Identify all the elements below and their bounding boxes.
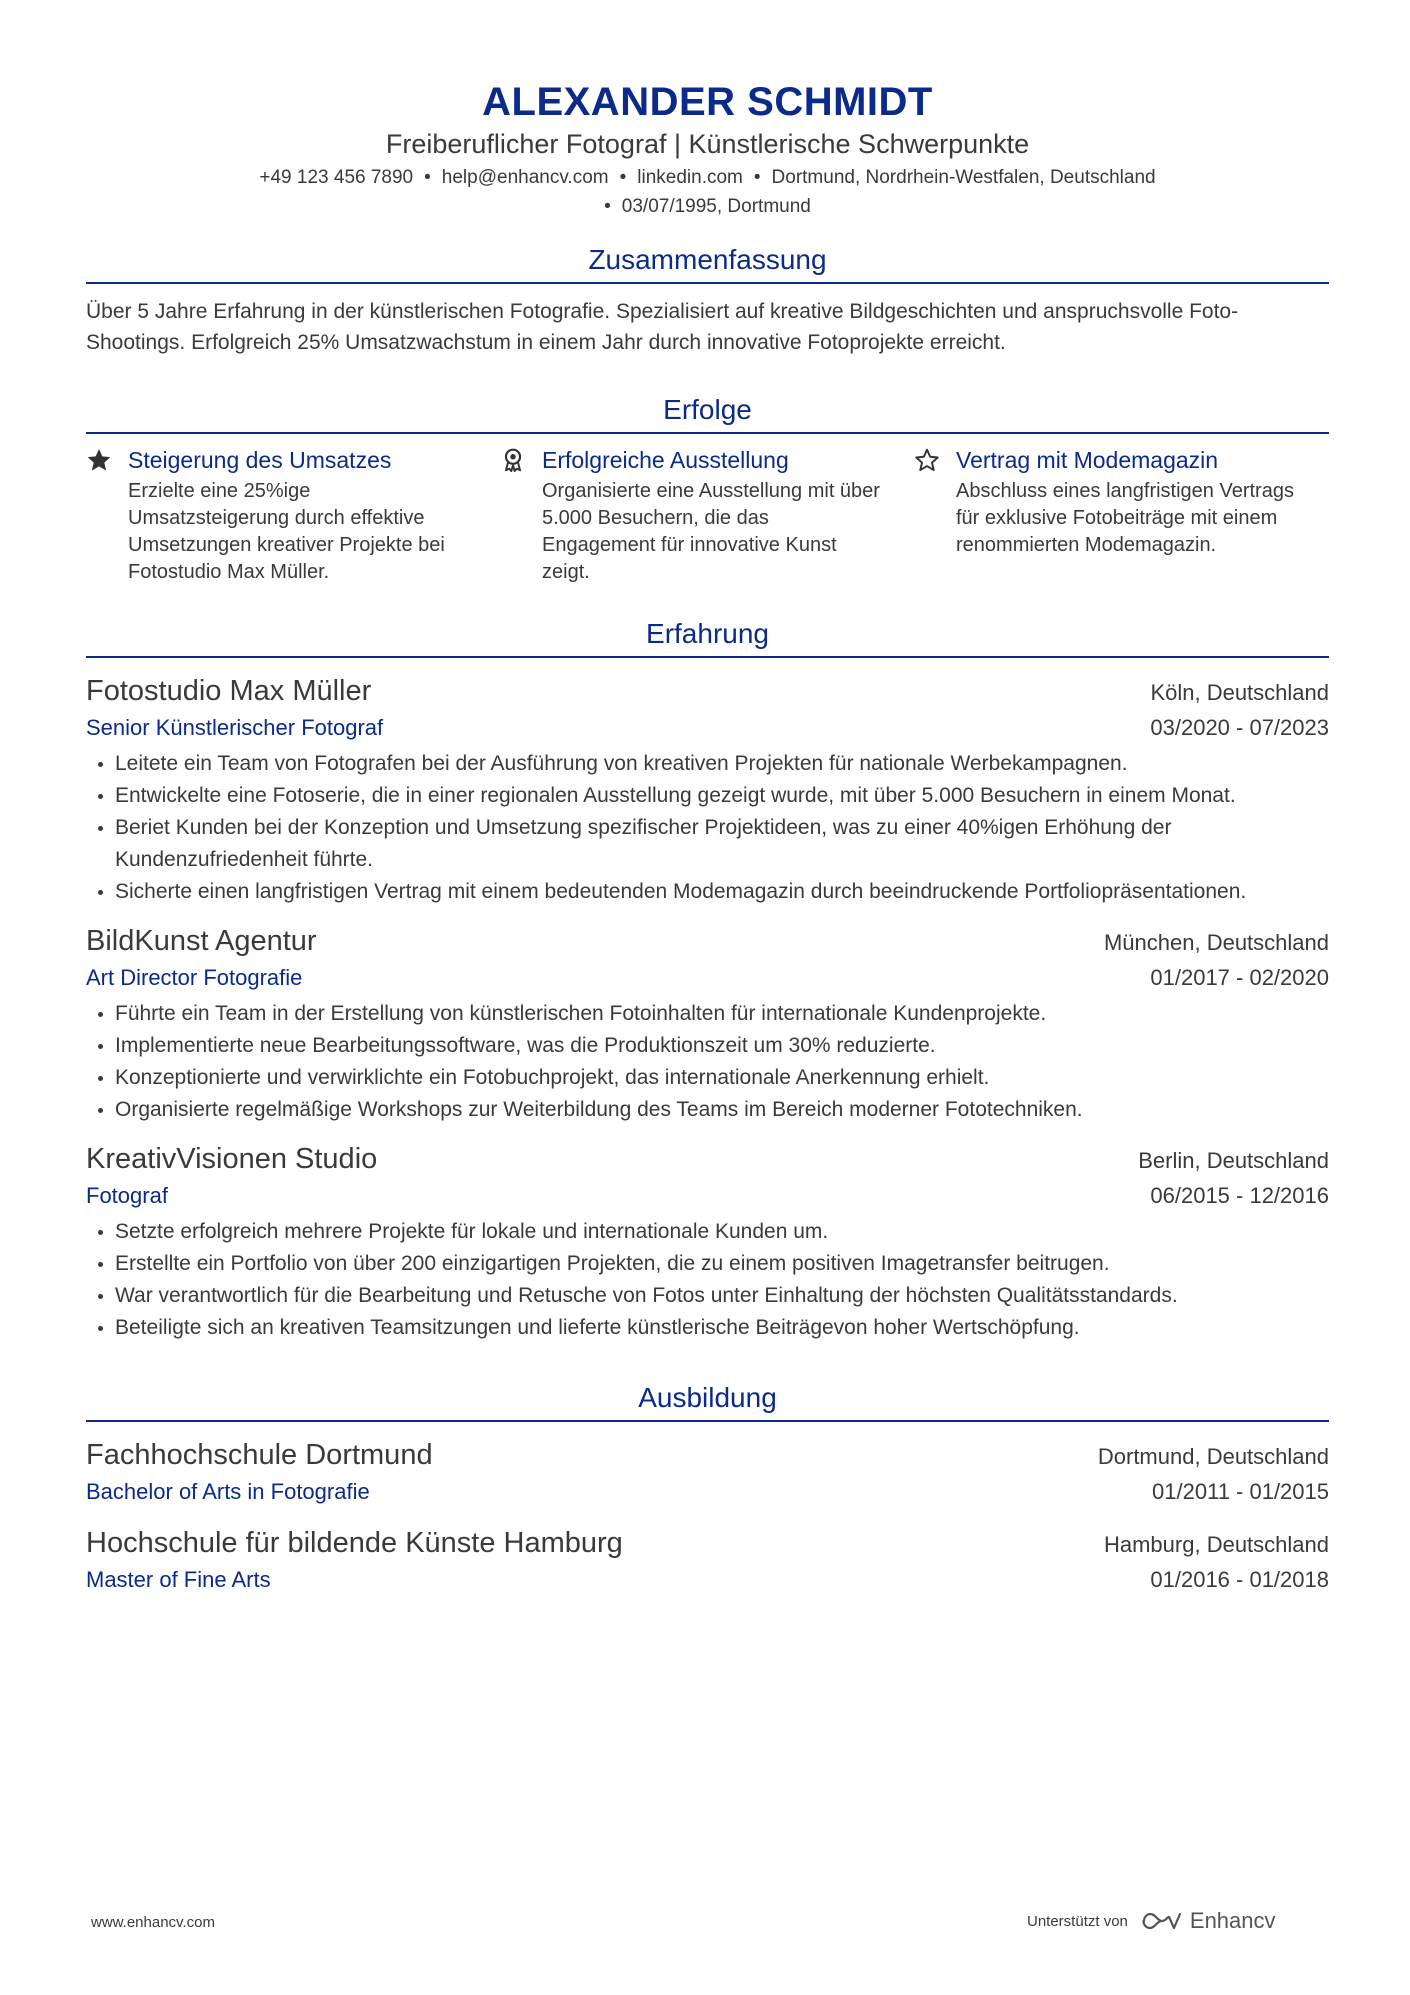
enhancv-logo-icon: [1140, 1910, 1184, 1932]
resume-page: [86, 0, 1329, 1596]
bullet-item: • Sicherte einen langfristigen Vertrag mit einem bedeutenden Modemagazin durch beeindruckende Portfoliopräsentationen.: [115, 876, 1329, 908]
school-name: Fachhochschule Dortmund: [86, 1439, 433, 1471]
resume-header: [86, 0, 1329, 221]
experience-section: [86, 616, 1329, 1344]
bullet-item: • Beriet Kunden bei der Konzeption und Umsetzung spezifischer Projektideen, was zu einer 40%igen Erhöhung der Kundenzufriedenheit führte.: [115, 812, 1329, 876]
bullet-item: • Beteiligte sich an kreativen Teamsitzungen und lieferte künstlerische Beiträgevon hoher Wertschöpfung.: [115, 1312, 1329, 1344]
job-location: München, Deutschland: [1103, 930, 1329, 955]
contact-line-2: [86, 192, 1329, 221]
footer-powered-by: [1027, 1908, 1276, 1934]
bullet-item: • Organisierte regelmäßige Workshops zur Weiterbildung des Teams im Bereich moderner Fototechniken.: [115, 1094, 1329, 1126]
degree-name: Master of Fine Arts: [86, 1567, 271, 1592]
job-dates: 03/2020 - 07/2023: [1150, 715, 1329, 740]
powered-by-label: Unterstützt von: [1027, 1912, 1128, 1930]
summary-text: Über 5 Jahre Erfahrung in der künstlerischen Fotografie. Spezialisiert auf kreative Bildgeschichten und anspruchsvolle Foto-Shootings. Erfolgreich 25% Umsatzwachstum in einem Jahr durch innovative Fotoprojekte erreicht.: [86, 300, 1239, 354]
achievement-title: Steigerung des Umsatzes: [128, 447, 392, 473]
separator: •: [753, 167, 761, 188]
separator: •: [424, 167, 431, 188]
bullet-item: • Entwickelte eine Fotoserie, die in einer regionalen Ausstellung gezeigt wurde, mit über 5.000 Besuchern in einem Monat.: [115, 780, 1329, 812]
education-section: [86, 1380, 1329, 1596]
achievement-item: [500, 444, 914, 586]
summary-section: [86, 242, 1329, 358]
location-text: Dortmund, Nordrhein-Westfalen, Deutschland: [771, 167, 1156, 188]
job-bullets: [86, 1216, 1329, 1344]
phone-text: +49 123 456 7890: [259, 167, 414, 188]
education-entry: [86, 1524, 1329, 1596]
company-name: KreativVisionen Studio: [86, 1143, 378, 1175]
job-dates: 06/2015 - 12/2016: [1150, 1183, 1329, 1208]
achievement-desc: Abschluss eines langfristigen Vertrags für exklusive Fotobeiträge mit einem renommierten Modemagazin.: [956, 480, 1294, 556]
linkedin-link[interactable]: linkedin.com: [637, 167, 743, 188]
bullet-item: • Implementierte neue Bearbeitungssoftware, was die Produktionszeit um 30% reduzierte.: [115, 1030, 1329, 1062]
award-icon: [500, 444, 542, 586]
section-title-summary: Zusammenfassung: [86, 242, 1329, 284]
job-bullets: [86, 748, 1329, 908]
job-bullets: [86, 998, 1329, 1126]
separator: •: [604, 196, 611, 217]
bullet-item: • Führte ein Team in der Erstellung von künstlerischen Fotoinhalten für internationale Kundenprojekte.: [115, 998, 1329, 1030]
achievements-row: [86, 444, 1329, 586]
enhancv-brand: Enhancv: [1189, 1908, 1276, 1933]
job-dates: 01/2017 - 02/2020: [1150, 965, 1329, 990]
school-location: Dortmund, Deutschland: [1097, 1444, 1329, 1469]
job-role: Fotograf: [86, 1183, 168, 1208]
achievement-item: [86, 444, 500, 586]
candidate-headline: Freiberuflicher Fotograf | Künstlerische Schwerpunkte: [385, 129, 1030, 159]
job-entry: [86, 922, 1329, 1126]
bullet-item: • Setzte erfolgreich mehrere Projekte für lokale und internationale Kunden um.: [115, 1216, 1329, 1248]
section-title-education: Ausbildung: [86, 1380, 1329, 1422]
section-title-experience: Erfahrung: [86, 616, 1329, 658]
email-link[interactable]: help@enhancv.com: [441, 167, 609, 188]
achievements-section: [86, 392, 1329, 586]
bullet-item: • Konzeptionierte und verwirklichte ein Fotobuchprojekt, das internationale Anerkennung erhielt.: [115, 1062, 1329, 1094]
job-entry: [86, 672, 1329, 908]
school-location: Hamburg, Deutschland: [1103, 1532, 1329, 1557]
job-location: Berlin, Deutschland: [1138, 1148, 1329, 1173]
education-dates: 01/2016 - 01/2018: [1150, 1567, 1329, 1592]
section-title-achievements: Erfolge: [86, 392, 1329, 434]
bullet-item: • Erstellte ein Portfolio von über 200 einzigartigen Projekten, die zu einem positiven Imagetransfer beitrugen.: [115, 1248, 1329, 1280]
achievement-title: Erfolgreiche Ausstellung: [542, 447, 789, 473]
birth-text: 03/07/1995, Dortmund: [621, 196, 811, 217]
separator: •: [619, 167, 627, 188]
school-name: Hochschule für bildende Künste Hamburg: [86, 1527, 623, 1559]
footer-website[interactable]: www.enhancv.com: [91, 1914, 215, 1931]
star-outline-icon: [914, 444, 956, 586]
achievement-title: Vertrag mit Modemagazin: [956, 447, 1219, 473]
achievement-desc: Organisierte eine Ausstellung mit über 5.000 Besuchern, die das Engagement für innovative Kunst zeigt.: [542, 480, 880, 583]
achievement-item: [914, 444, 1328, 586]
bullet-item: • Leitete ein Team von Fotografen bei der Ausführung von kreativen Projekten für nationale Werbekampagnen.: [115, 748, 1329, 780]
job-entry: [86, 1140, 1329, 1344]
education-dates: 01/2011 - 01/2015: [1152, 1479, 1329, 1504]
achievement-desc: Erzielte eine 25%ige Umsatzsteigerung durch effektive Umsetzungen kreativer Projekte bei Fotostudio Max Müller.: [128, 480, 445, 583]
star-filled-icon: [86, 444, 128, 586]
job-role: Senior Künstlerischer Fotograf: [86, 715, 384, 740]
company-name: Fotostudio Max Müller: [86, 675, 372, 707]
job-location: Köln, Deutschland: [1150, 680, 1329, 705]
contact-line: [86, 163, 1329, 192]
company-name: BildKunst Agentur: [86, 925, 317, 957]
education-entry: [86, 1436, 1329, 1508]
degree-name: Bachelor of Arts in Fotografie: [86, 1479, 370, 1504]
candidate-name: ALEXANDER SCHMIDT: [482, 80, 933, 124]
job-role: Art Director Fotografie: [86, 965, 303, 990]
bullet-item: • War verantwortlich für die Bearbeitung und Retusche von Fotos unter Einhaltung der höchsten Qualitätsstandards.: [115, 1280, 1329, 1312]
